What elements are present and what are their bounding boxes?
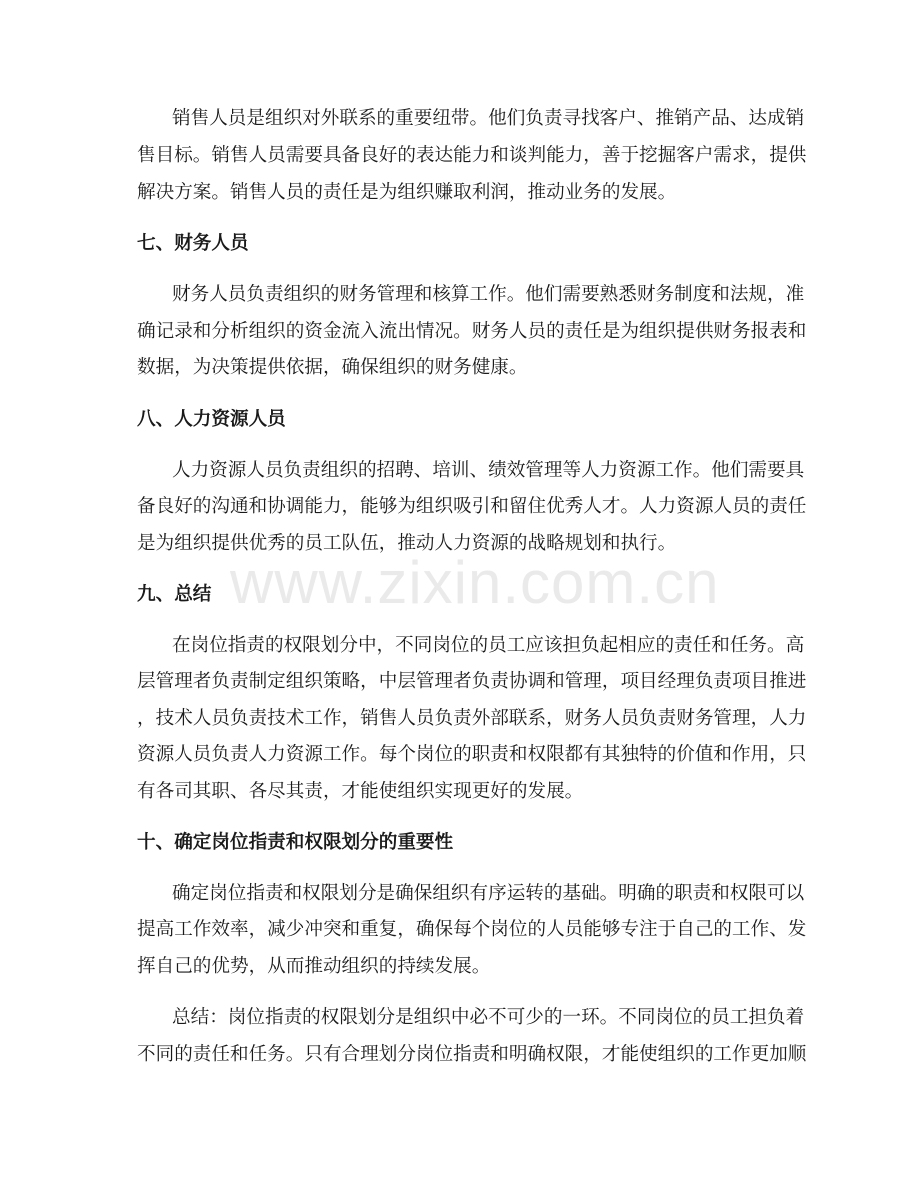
section-heading: 八、人力资源人员 xyxy=(137,409,286,430)
section-heading: 十、确定岗位指责和权限划分的重要性 xyxy=(137,832,454,853)
paragraph-line: 备良好的沟通和协调能力，能够为组织吸引和留住优秀人才。人力资源人员的责任 xyxy=(137,496,807,517)
paragraph-line: 销售人员是组织对外联系的重要纽带。他们负责寻找客户、推销产品、达成销 xyxy=(172,108,805,129)
paragraph-line: 不同的责任和任务。只有合理划分岗位指责和明确权限，才能使组织的工作更加顺 xyxy=(137,1044,807,1065)
section-heading: 七、财务人员 xyxy=(137,233,249,254)
paragraph-line: 售目标。销售人员需要具备良好的表达能力和谈判能力，善于挖掘客户需求，提供 xyxy=(137,145,807,166)
paragraph-line: 挥自己的优势，从而推动组织的持续发展。 xyxy=(137,956,491,977)
paragraph-line: 提高工作效率，减少冲突和重复，确保每个岗位的人员能够专注于自己的工作、发 xyxy=(137,919,807,940)
paragraph-line: 确定岗位指责和权限划分是确保组织有序运转的基础。明确的职责和权限可以 xyxy=(172,883,805,904)
paragraph-line: 有各司其职、各尽其责，才能使组织实现更好的发展。 xyxy=(137,781,584,802)
paragraph-line: 确记录和分析组织的资金流入流出情况。财务人员的责任是为组织提供财务报表和 xyxy=(137,321,807,342)
paragraph-line: 人力资源人员负责组织的招聘、培训、绩效管理等人力资源工作。他们需要具 xyxy=(172,460,805,481)
paragraph-line: ，技术人员负责技术工作，销售人员负责外部联系，财务人员负责财务管理，人力 xyxy=(137,708,807,729)
paragraph-line: 在岗位指责的权限划分中，不同岗位的员工应该担负起相应的责任和任务。高 xyxy=(172,635,805,656)
paragraph-line: 是为组织提供优秀的员工队伍，推动人力资源的战略规划和执行。 xyxy=(137,533,677,554)
watermark: www.zixin.com.cn xyxy=(230,549,720,616)
paragraph-line: 总结：岗位指责的权限划分是组织中必不可少的一环。不同岗位的员工担负着 xyxy=(172,1007,805,1028)
paragraph-line: 数据，为决策提供依据，确保组织的财务健康。 xyxy=(137,357,528,378)
paragraph-line: 财务人员负责组织的财务管理和核算工作。他们需要熟悉财务制度和法规，准 xyxy=(172,284,805,305)
paragraph-line: 资源人员负责人力资源工作。每个岗位的职责和权限都有其独特的价值和作用，只 xyxy=(137,744,807,765)
paragraph-line: 解决方案。销售人员的责任是为组织赚取利润，推动业务的发展。 xyxy=(137,182,677,203)
paragraph-line: 层管理者负责制定组织策略，中层管理者负责协调和管理，项目经理负责项目推进 xyxy=(137,671,807,692)
section-heading: 九、总结 xyxy=(137,584,212,605)
